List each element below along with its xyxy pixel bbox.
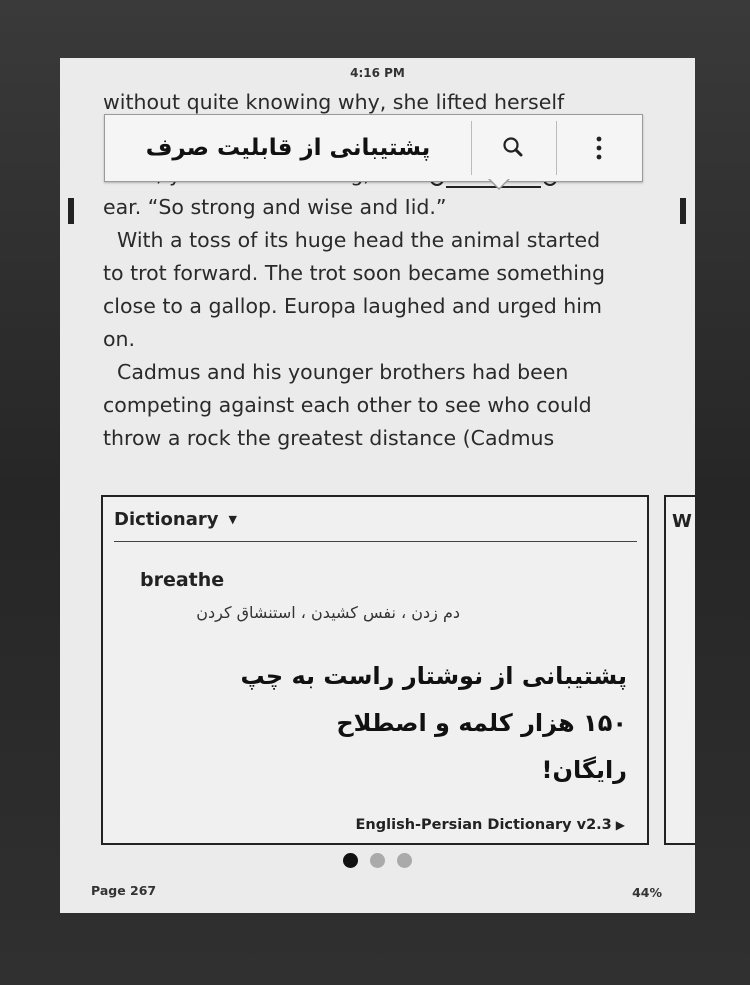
book-line: competing against each other to see who could — [103, 393, 592, 417]
dictionary-card[interactable] — [101, 495, 649, 845]
toolbar-pointer — [488, 179, 510, 190]
right-page-edge-marker — [680, 198, 686, 224]
dictionary-selector[interactable] — [114, 509, 237, 530]
next-card-label: W — [672, 511, 692, 532]
pager-dot[interactable] — [397, 853, 412, 868]
pager-dot[interactable] — [370, 853, 385, 868]
dictionary-definition: دم زدن ، نفس کشیدن ، استنشاق کردن — [196, 603, 460, 622]
book-line: on. — [103, 327, 136, 351]
chevron-right-icon: ▶ — [615, 818, 625, 832]
book-line: Cadmus and his younger brothers had been — [117, 360, 569, 384]
status-time: 4:16 PM — [350, 66, 405, 80]
book-line: close to a gallop. Europa laughed and urged him — [103, 294, 602, 318]
reader-screen — [60, 58, 695, 913]
book-line: without quite knowing why, she lifted herself — [103, 90, 565, 114]
book-line: to trot forward. The trot soon became something — [103, 261, 605, 285]
selection-toolbar — [104, 114, 643, 182]
dictionary-label: Dictionary — [114, 509, 219, 530]
toolbar-search-button[interactable] — [472, 115, 556, 181]
page-number: Page 267 — [91, 883, 157, 898]
more-vertical-icon — [595, 135, 603, 161]
dictionary-headword: breathe — [140, 569, 225, 591]
chevron-down-icon: ▼ — [228, 513, 237, 526]
card-pager — [343, 853, 412, 868]
promo-line: پشتیبانی از نوشتار راست به چپ — [240, 662, 627, 690]
search-icon — [501, 135, 527, 161]
dictionary-divider — [114, 541, 637, 542]
pager-dot[interactable] — [343, 853, 358, 868]
next-card-peek[interactable] — [664, 495, 695, 845]
toolbar-more-button[interactable] — [557, 115, 641, 181]
dictionary-source-label: English-Persian Dictionary v2.3 — [355, 817, 612, 833]
toolbar-title: پشتیبانی از قابلیت صرف — [145, 135, 431, 161]
book-line: With a toss of its huge head the animal started — [117, 228, 601, 252]
reading-progress: 44% — [632, 885, 662, 900]
promo-line: ۱۵۰ هزار کلمه و اصطلاح — [336, 709, 627, 737]
promo-line: رایگان! — [541, 756, 627, 784]
book-line: ear. “So strong and wise and Iid.” — [103, 195, 447, 219]
book-line: throw a rock the greatest distance (Cadmus — [103, 426, 555, 450]
dictionary-source-link[interactable] — [356, 817, 625, 833]
left-page-edge-marker — [68, 198, 74, 224]
